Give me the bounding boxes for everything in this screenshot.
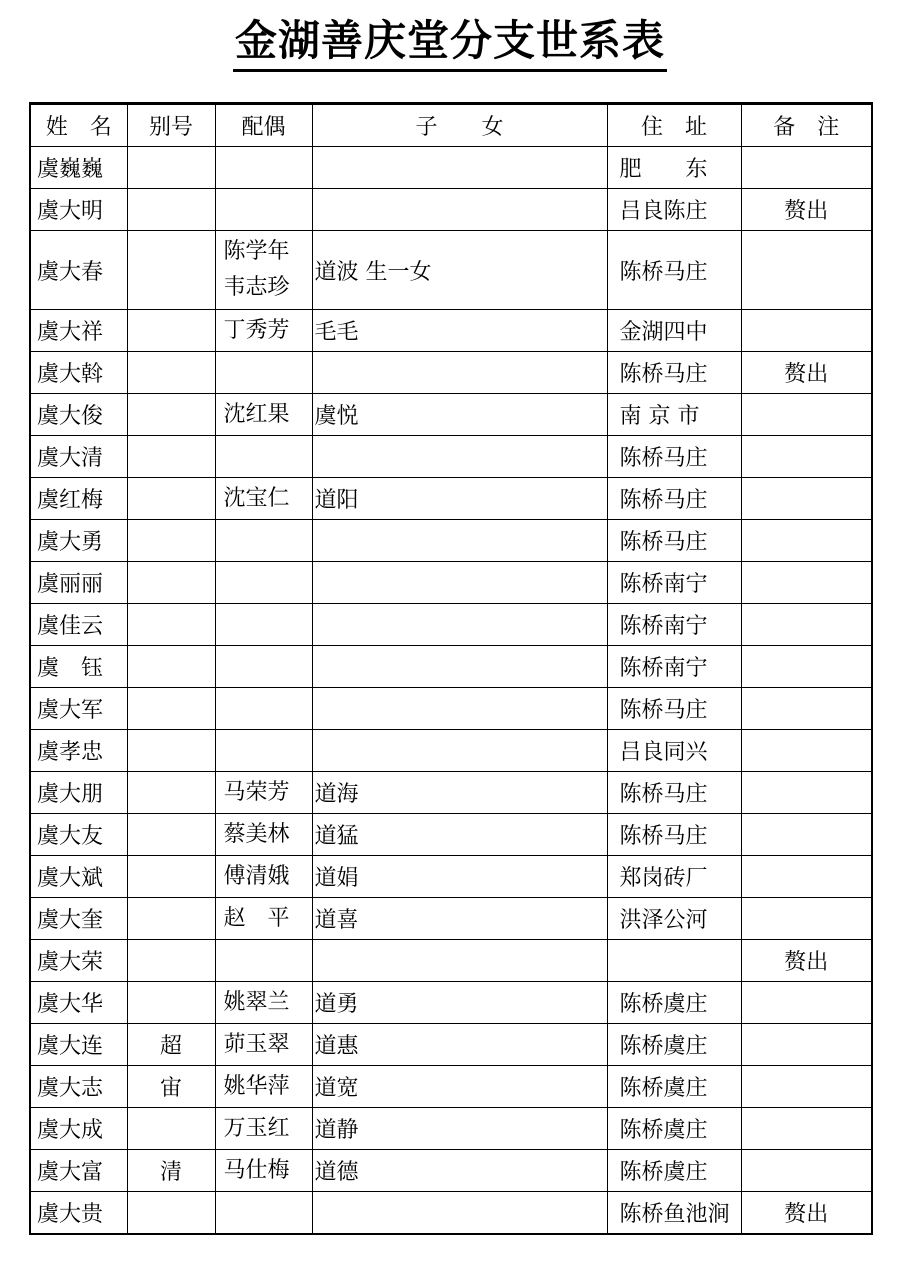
cell-address: 金湖四中 [607,310,741,352]
cell-children [312,436,607,478]
cell-name: 虞大俊 [30,394,127,436]
cell-note [741,688,872,730]
cell-alias [127,520,215,562]
cell-note: 赘出 [741,940,872,982]
cell-alias: 超 [127,1024,215,1066]
cell-note [741,310,872,352]
cell-name: 虞大军 [30,688,127,730]
cell-name: 虞红梅 [30,478,127,520]
cell-alias [127,352,215,394]
cell-children [312,688,607,730]
cell-address: 陈桥南宁 [607,604,741,646]
cell-spouse [215,562,312,604]
cell-spouse [215,478,312,520]
cell-spouse [215,730,312,772]
cell-children: 虞悦 [312,394,607,436]
cell-note [741,478,872,520]
cell-name: 虞大富 [30,1150,127,1192]
cell-spouse [215,604,312,646]
table-row [30,730,872,772]
cell-note [741,1150,872,1192]
cell-alias [127,562,215,604]
cell-note: 赘出 [741,189,872,231]
cell-spouse [215,1192,312,1235]
cell-name: 虞大贵 [30,1192,127,1235]
cell-address: 陈桥虞庄 [607,1066,741,1108]
spouse-name: 沈红果 [223,401,290,427]
page-title-wrap [0,14,900,72]
cell-note [741,730,872,772]
cell-name: 虞大友 [30,814,127,856]
cell-alias [127,814,215,856]
cell-address: 陈桥虞庄 [607,1150,741,1192]
cell-alias [127,856,215,898]
cell-spouse [215,856,312,898]
cell-children [312,352,607,394]
cell-spouse [215,898,312,940]
cell-name: 虞大连 [30,1024,127,1066]
cell-note [741,982,872,1024]
cell-address: 肥 东 [607,147,741,189]
cell-alias [127,604,215,646]
cell-note [741,604,872,646]
cell-spouse [215,231,312,310]
cell-children [312,940,607,982]
spouse-name: 傅清娥 [223,863,290,889]
table-row [30,1192,872,1235]
table-row [30,310,872,352]
cell-spouse [215,772,312,814]
spouse-name: 茆玉翠 [223,1031,290,1057]
cell-alias: 宙 [127,1066,215,1108]
cell-name: 虞大斡 [30,352,127,394]
cell-alias [127,478,215,520]
cell-alias [127,147,215,189]
cell-children: 道海 [312,772,607,814]
cell-spouse [215,814,312,856]
cell-alias [127,772,215,814]
cell-name: 虞孝忠 [30,730,127,772]
cell-address: 陈桥马庄 [607,772,741,814]
cell-children: 道阳 [312,478,607,520]
cell-spouse [215,688,312,730]
cell-note: 赘出 [741,1192,872,1235]
cell-alias [127,1108,215,1150]
cell-children [312,646,607,688]
table-row [30,1024,872,1066]
spouse-name: 韦志珍 [223,275,290,300]
cell-children: 道波 生一女 [312,231,607,310]
cell-children [312,520,607,562]
cell-name: 虞大清 [30,436,127,478]
spouse-name: 陈学年 [223,239,290,264]
spouse-name: 蔡美林 [223,821,290,847]
cell-spouse [215,189,312,231]
cell-note [741,1024,872,1066]
page-title: 金湖善庆堂分支世系表 [233,14,667,72]
cell-alias: 清 [127,1150,215,1192]
cell-name: 虞大华 [30,982,127,1024]
genealogy-table [29,102,873,1235]
cell-name: 虞大志 [30,1066,127,1108]
cell-spouse [215,1108,312,1150]
cell-address: 陈桥南宁 [607,562,741,604]
cell-note [741,856,872,898]
cell-note [741,898,872,940]
table-row [30,1066,872,1108]
cell-spouse [215,1150,312,1192]
cell-children: 道静 [312,1108,607,1150]
cell-name: 虞大勇 [30,520,127,562]
table-row [30,940,872,982]
cell-address [607,940,741,982]
cell-children [312,730,607,772]
cell-name: 虞丽丽 [30,562,127,604]
table-row [30,562,872,604]
column-header-children: 子 女 [312,104,607,147]
table-row [30,856,872,898]
cell-address: 南 京 市 [607,394,741,436]
cell-address: 陈桥马庄 [607,478,741,520]
table-row [30,814,872,856]
cell-spouse [215,1024,312,1066]
cell-address: 陈桥南宁 [607,646,741,688]
table-row [30,772,872,814]
column-header-spouse: 配偶 [215,104,312,147]
table-row [30,646,872,688]
cell-alias [127,1192,215,1235]
cell-spouse [215,310,312,352]
cell-address: 陈桥鱼池涧 [607,1192,741,1235]
cell-name: 虞 钰 [30,646,127,688]
cell-alias [127,394,215,436]
cell-children: 道勇 [312,982,607,1024]
cell-children: 道喜 [312,898,607,940]
cell-note [741,646,872,688]
cell-spouse [215,1066,312,1108]
cell-alias [127,982,215,1024]
column-header-alias: 别号 [127,104,215,147]
cell-address: 吕良陈庄 [607,189,741,231]
spouse-name: 沈宝仁 [223,485,290,511]
cell-children: 道娟 [312,856,607,898]
cell-children: 毛毛 [312,310,607,352]
cell-spouse [215,394,312,436]
cell-name: 虞大成 [30,1108,127,1150]
table-row [30,394,872,436]
cell-note [741,520,872,562]
cell-alias [127,898,215,940]
spouse-name: 马荣芳 [223,779,290,805]
cell-children [312,147,607,189]
cell-alias [127,436,215,478]
cell-alias [127,646,215,688]
cell-alias [127,688,215,730]
cell-address: 陈桥马庄 [607,436,741,478]
cell-note [741,1066,872,1108]
cell-address: 郑岗砖厂 [607,856,741,898]
table-row [30,352,872,394]
table-row [30,189,872,231]
cell-spouse [215,436,312,478]
table-row [30,1108,872,1150]
cell-note [741,1108,872,1150]
cell-spouse [215,940,312,982]
cell-children: 道德 [312,1150,607,1192]
cell-children [312,562,607,604]
header-row [30,104,872,147]
cell-alias [127,730,215,772]
column-header-note: 备 注 [741,104,872,147]
cell-address: 洪泽公河 [607,898,741,940]
cell-name: 虞大春 [30,231,127,310]
table-row [30,898,872,940]
column-header-address: 住 址 [607,104,741,147]
table-row [30,231,872,310]
cell-note [741,436,872,478]
cell-name: 虞佳云 [30,604,127,646]
cell-spouse [215,646,312,688]
cell-spouse [215,520,312,562]
cell-name: 虞大朋 [30,772,127,814]
cell-note: 赘出 [741,352,872,394]
column-header-name: 姓 名 [30,104,127,147]
cell-children: 道惠 [312,1024,607,1066]
table-row [30,1150,872,1192]
cell-address: 吕良同兴 [607,730,741,772]
cell-address: 陈桥马庄 [607,814,741,856]
cell-spouse [215,352,312,394]
cell-children: 道猛 [312,814,607,856]
table-row [30,478,872,520]
cell-address: 陈桥马庄 [607,520,741,562]
cell-children [312,189,607,231]
table-row [30,604,872,646]
cell-name: 虞大明 [30,189,127,231]
cell-note [741,231,872,310]
cell-alias [127,189,215,231]
spouse-name: 赵 平 [223,905,290,931]
cell-address: 陈桥虞庄 [607,1024,741,1066]
cell-address: 陈桥虞庄 [607,1108,741,1150]
cell-note [741,562,872,604]
table-row [30,982,872,1024]
cell-children [312,1192,607,1235]
cell-address: 陈桥虞庄 [607,982,741,1024]
cell-address: 陈桥马庄 [607,688,741,730]
cell-alias [127,231,215,310]
spouse-name: 万玉红 [223,1115,290,1141]
cell-name: 虞大斌 [30,856,127,898]
cell-alias [127,310,215,352]
cell-name: 虞大荣 [30,940,127,982]
cell-note [741,814,872,856]
cell-name: 虞巍巍 [30,147,127,189]
cell-note [741,394,872,436]
table-body [30,147,872,1235]
cell-children [312,604,607,646]
cell-name: 虞大祥 [30,310,127,352]
cell-spouse [215,982,312,1024]
table-row [30,147,872,189]
cell-address: 陈桥马庄 [607,352,741,394]
spouse-name: 马仕梅 [223,1157,290,1183]
cell-note [741,147,872,189]
spouse-name: 姚翠兰 [223,989,290,1015]
cell-address: 陈桥马庄 [607,231,741,310]
cell-spouse [215,147,312,189]
spouse-name: 姚华萍 [223,1073,290,1099]
cell-children: 道宽 [312,1066,607,1108]
cell-alias [127,940,215,982]
cell-name: 虞大奎 [30,898,127,940]
cell-note [741,772,872,814]
table-row [30,436,872,478]
table-row [30,520,872,562]
table-row [30,688,872,730]
spouse-name: 丁秀芳 [223,317,290,343]
